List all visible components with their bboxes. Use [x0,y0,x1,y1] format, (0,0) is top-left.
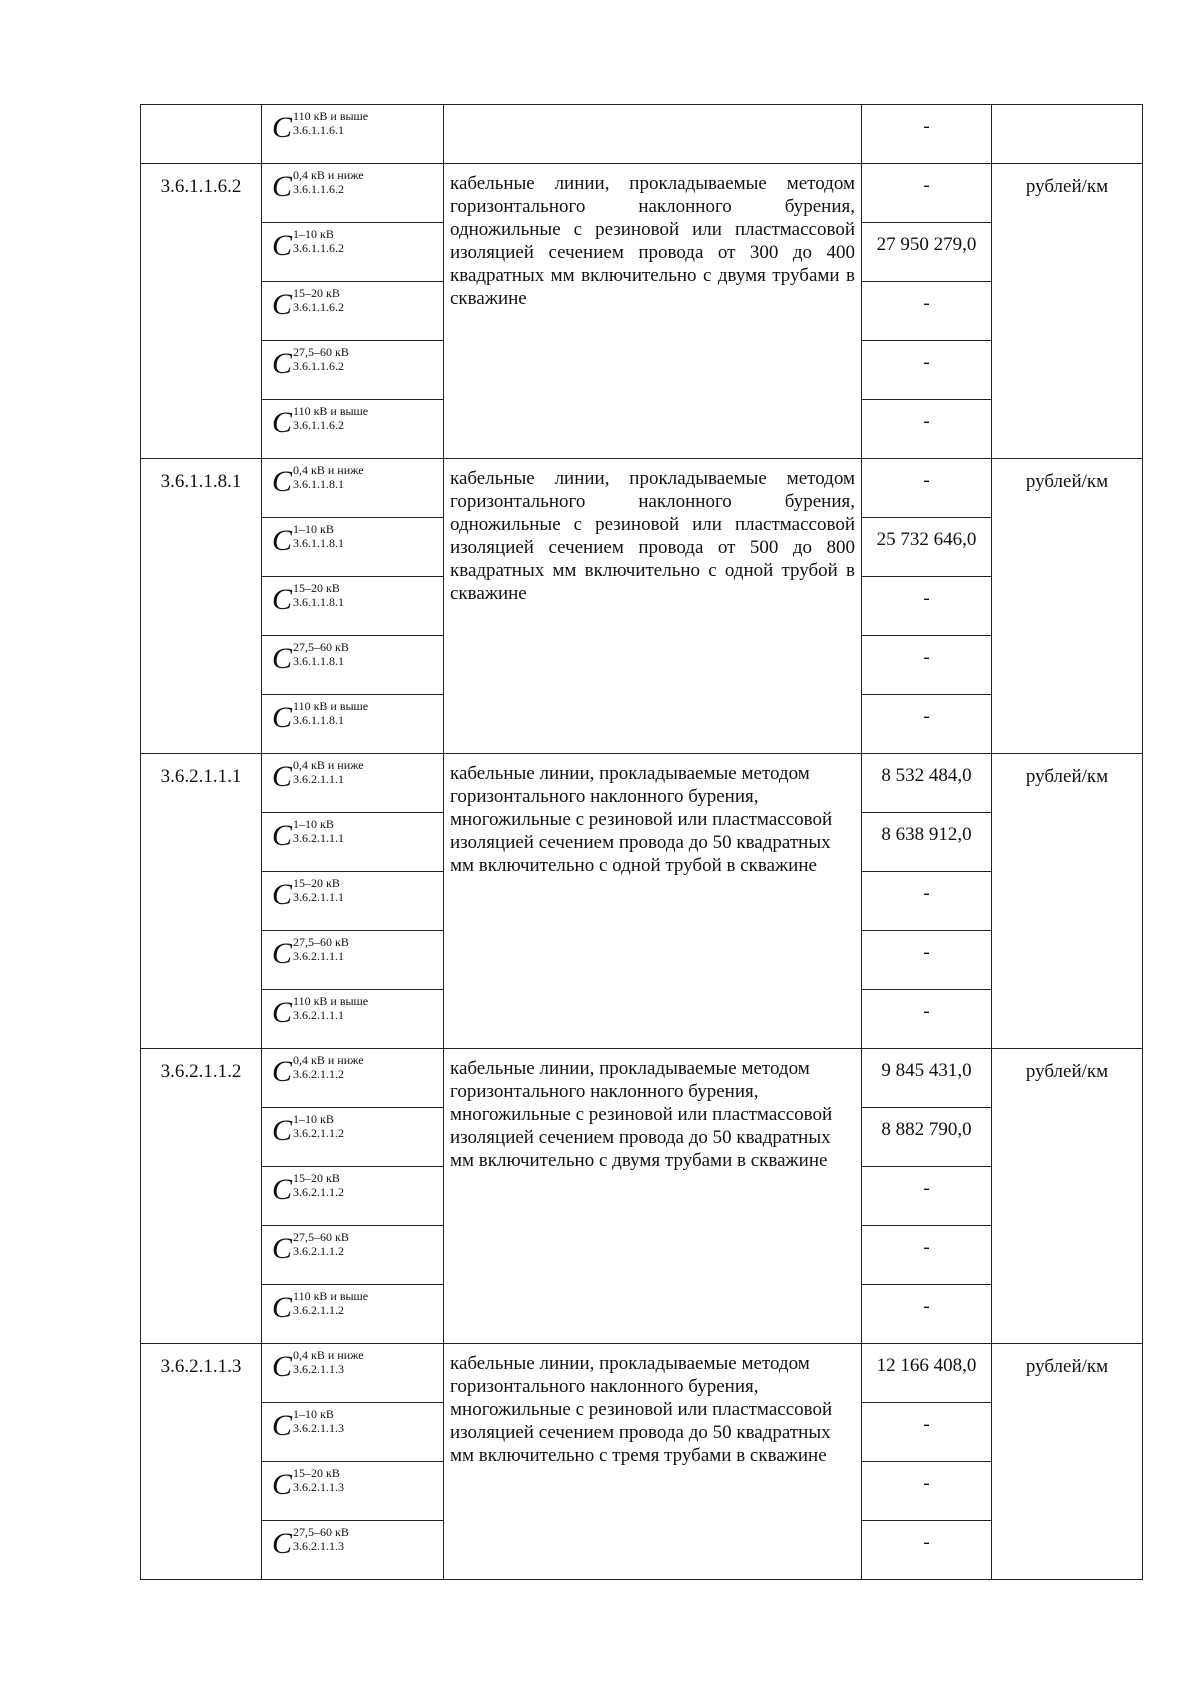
rate-symbol-indices [293,404,368,432]
voltage-class: 0,4 кВ и ниже [293,1348,364,1362]
voltage-class: 27,5–60 кВ [293,935,349,949]
voltage-class: 15–20 кВ [293,1466,340,1480]
rate-symbol-letter: C [272,347,293,380]
rate-symbol-indices [293,1466,344,1494]
rate-subscript: 3.6.2.1.1.2 [293,1126,345,1140]
rate-subscript: 3.6.1.1.6.1 [293,123,345,137]
rate-value: - [862,459,992,518]
rate-symbol-indices [293,758,364,786]
rate-symbol-indices [293,935,349,963]
table-row [141,164,1143,223]
rate-value: - [862,1226,992,1285]
rate-symbol-indices [293,1112,344,1140]
rate-symbol-letter: C [272,229,293,262]
rate-subscript: 3.6.1.1.6.2 [293,359,345,373]
item-code: 3.6.1.1.6.2 [141,164,262,459]
item-description: кабельные линии, прокладываемые методом горизонтального наклонного бурения, многожильные с резиновой или пластмассовой изоляцией сечением провода до 50 квадратных мм включительно с одной трубой в скважине [444,754,862,1049]
rate-symbol-letter: C [272,1468,293,1501]
rate-symbol [262,577,444,636]
rate-value: - [862,1403,992,1462]
voltage-class: 0,4 кВ и ниже [293,463,364,477]
voltage-class: 0,4 кВ и ниже [293,758,364,772]
rates-table [140,104,1143,1580]
rate-symbol [262,1521,444,1580]
rates-table-body [141,105,1143,1580]
rate-symbol-letter: C [272,583,293,616]
rate-symbol-indices [293,699,368,727]
rate-value: - [862,341,992,400]
rate-symbol [262,341,444,400]
voltage-class: 110 кВ и выше [293,1289,369,1303]
rate-subscript: 3.6.2.1.1.1 [293,772,345,786]
rate-symbol-indices [293,522,344,550]
rate-value: - [862,872,992,931]
rate-symbol-indices [293,345,349,373]
rate-symbol-letter: C [272,819,293,852]
rate-value: - [862,695,992,754]
rate-value: 9 845 431,0 [862,1049,992,1108]
item-unit: рублей/км [992,754,1143,1049]
item-description: кабельные линии, прокладываемые методом горизонтального наклонного бурения, многожильные с резиновой или пластмассовой изоляцией сечением провода до 50 квадратных мм включительно с тремя трубами в скважине [444,1344,862,1580]
rate-symbol-letter: C [272,406,293,439]
item-unit: рублей/км [992,459,1143,754]
rate-value: - [862,1521,992,1580]
rate-value: - [862,636,992,695]
rate-symbol-letter: C [272,1350,293,1383]
rate-symbol-indices [293,581,344,609]
item-code [141,105,262,164]
rate-subscript: 3.6.2.1.1.3 [293,1421,345,1435]
rate-symbol [262,872,444,931]
rate-value: 12 166 408,0 [862,1344,992,1403]
rate-symbol-indices [293,1171,344,1199]
item-code: 3.6.2.1.1.3 [141,1344,262,1580]
rate-symbol-letter: C [272,1527,293,1560]
rate-subscript: 3.6.1.1.8.1 [293,713,345,727]
voltage-class: 1–10 кВ [293,1407,334,1421]
voltage-class: 15–20 кВ [293,286,340,300]
rate-symbol [262,990,444,1049]
rate-subscript: 3.6.2.1.1.2 [293,1303,345,1317]
rate-subscript: 3.6.1.1.8.1 [293,536,345,550]
rate-symbol-indices [293,640,349,668]
voltage-class: 27,5–60 кВ [293,640,349,654]
rate-symbol [262,1462,444,1521]
rate-value: 27 950 279,0 [862,223,992,282]
rate-symbol-indices [293,994,368,1022]
item-description: кабельные линии, прокладываемые методом горизонтального наклонного бурения, одножильные с резиновой или пластмассовой изоляцией сечением провода от 500 до 800 квадратных мм включительно с одной трубой в скважине [444,459,862,754]
rate-symbol [262,695,444,754]
rate-subscript: 3.6.2.1.1.2 [293,1067,345,1081]
rate-subscript: 3.6.1.1.6.2 [293,241,345,255]
rate-symbol [262,459,444,518]
rate-symbol-letter: C [272,1409,293,1442]
rate-symbol-indices [293,1289,368,1317]
voltage-class: 15–20 кВ [293,876,340,890]
rate-symbol [262,1167,444,1226]
rate-value: - [862,1285,992,1344]
rate-symbol-indices [293,817,344,845]
rate-symbol-indices [293,463,364,491]
rate-value: - [862,1462,992,1521]
rate-value: - [862,105,992,164]
rate-symbol-letter: C [272,1173,293,1206]
rate-symbol-indices [293,1348,364,1376]
item-code: 3.6.2.1.1.1 [141,754,262,1049]
rate-symbol-indices [293,227,344,255]
item-description [444,105,862,164]
table-row [141,754,1143,813]
item-code: 3.6.1.1.8.1 [141,459,262,754]
rate-symbol-letter: C [272,878,293,911]
voltage-class: 110 кВ и выше [293,994,369,1008]
rate-value: - [862,931,992,990]
voltage-class: 27,5–60 кВ [293,345,349,359]
table-row [141,459,1143,518]
voltage-class: 1–10 кВ [293,817,334,831]
item-description: кабельные линии, прокладываемые методом горизонтального наклонного бурения, одножильные с резиновой или пластмассовой изоляцией сечением провода от 300 до 400 квадратных мм включительно с двумя трубами в скважине [444,164,862,459]
rate-symbol-indices [293,286,344,314]
voltage-class: 27,5–60 кВ [293,1525,349,1539]
table-row [141,1344,1143,1403]
rate-value: - [862,164,992,223]
rate-value: - [862,577,992,636]
voltage-class: 1–10 кВ [293,227,334,241]
rate-subscript: 3.6.2.1.1.1 [293,1008,345,1022]
rate-symbol [262,1049,444,1108]
rate-subscript: 3.6.2.1.1.2 [293,1185,345,1199]
rate-symbol [262,1403,444,1462]
rate-symbol-letter: C [272,760,293,793]
rate-subscript: 3.6.2.1.1.1 [293,890,345,904]
rate-symbol [262,1285,444,1344]
rate-value: - [862,990,992,1049]
rate-symbol-letter: C [272,642,293,675]
rate-symbol-letter: C [272,170,293,203]
rate-symbol-letter: C [272,524,293,557]
voltage-class: 110 кВ и выше [293,404,369,418]
item-unit: рублей/км [992,164,1143,459]
rate-symbol [262,164,444,223]
voltage-class: 110 кВ и выше [293,109,369,123]
rate-subscript: 3.6.1.1.6.2 [293,418,345,432]
rate-subscript: 3.6.1.1.8.1 [293,654,345,668]
rate-symbol [262,518,444,577]
rate-value: - [862,1167,992,1226]
rate-symbol-letter: C [272,1291,293,1324]
rate-symbol-letter: C [272,996,293,1029]
rate-symbol-letter: C [272,701,293,734]
voltage-class: 110 кВ и выше [293,699,369,713]
rate-symbol-indices [293,1230,349,1258]
rate-subscript: 3.6.2.1.1.1 [293,949,345,963]
rate-subscript: 3.6.1.1.6.2 [293,300,345,314]
voltage-class: 27,5–60 кВ [293,1230,349,1244]
item-code: 3.6.2.1.1.2 [141,1049,262,1344]
voltage-class: 1–10 кВ [293,1112,334,1126]
rate-symbol-indices [293,1053,364,1081]
rate-symbol [262,931,444,990]
rate-symbol-indices [293,876,344,904]
rate-symbol-indices [293,109,368,137]
rate-value: - [862,400,992,459]
rate-symbol-letter: C [272,1232,293,1265]
table-row [141,105,1143,164]
rate-symbol [262,223,444,282]
rate-subscript: 3.6.1.1.6.2 [293,182,345,196]
rate-symbol [262,813,444,872]
item-unit [992,105,1143,164]
rate-value: - [862,282,992,341]
rate-symbol [262,1344,444,1403]
item-unit: рублей/км [992,1344,1143,1580]
rate-subscript: 3.6.2.1.1.3 [293,1539,345,1553]
table-row [141,1049,1143,1108]
item-description: кабельные линии, прокладываемые методом горизонтального наклонного бурения, многожильные с резиновой или пластмассовой изоляцией сечением провода до 50 квадратных мм включительно с двумя трубами в скважине [444,1049,862,1344]
rate-value: 25 732 646,0 [862,518,992,577]
rate-symbol [262,400,444,459]
voltage-class: 1–10 кВ [293,522,334,536]
voltage-class: 15–20 кВ [293,581,340,595]
rate-value: 8 638 912,0 [862,813,992,872]
item-unit: рублей/км [992,1049,1143,1344]
rate-subscript: 3.6.2.1.1.3 [293,1362,345,1376]
rate-symbol [262,754,444,813]
rate-subscript: 3.6.1.1.8.1 [293,595,345,609]
voltage-class: 15–20 кВ [293,1171,340,1185]
rate-symbol-letter: C [272,1055,293,1088]
rate-value: 8 882 790,0 [862,1108,992,1167]
rate-symbol-indices [293,168,364,196]
voltage-class: 0,4 кВ и ниже [293,168,364,182]
rate-symbol-letter: C [272,288,293,321]
rate-symbol-letter: C [272,111,293,144]
rate-symbol [262,282,444,341]
rate-symbol-letter: C [272,1114,293,1147]
rate-symbol-indices [293,1525,349,1553]
rate-symbol [262,105,444,164]
rate-symbol-indices [293,1407,344,1435]
rate-subscript: 3.6.1.1.8.1 [293,477,345,491]
rate-symbol-letter: C [272,937,293,970]
rate-symbol [262,1108,444,1167]
rate-symbol [262,1226,444,1285]
rate-subscript: 3.6.2.1.1.2 [293,1244,345,1258]
rate-subscript: 3.6.2.1.1.3 [293,1480,345,1494]
rate-symbol [262,636,444,695]
rate-value: 8 532 484,0 [862,754,992,813]
rate-subscript: 3.6.2.1.1.1 [293,831,345,845]
voltage-class: 0,4 кВ и ниже [293,1053,364,1067]
rate-symbol-letter: C [272,465,293,498]
